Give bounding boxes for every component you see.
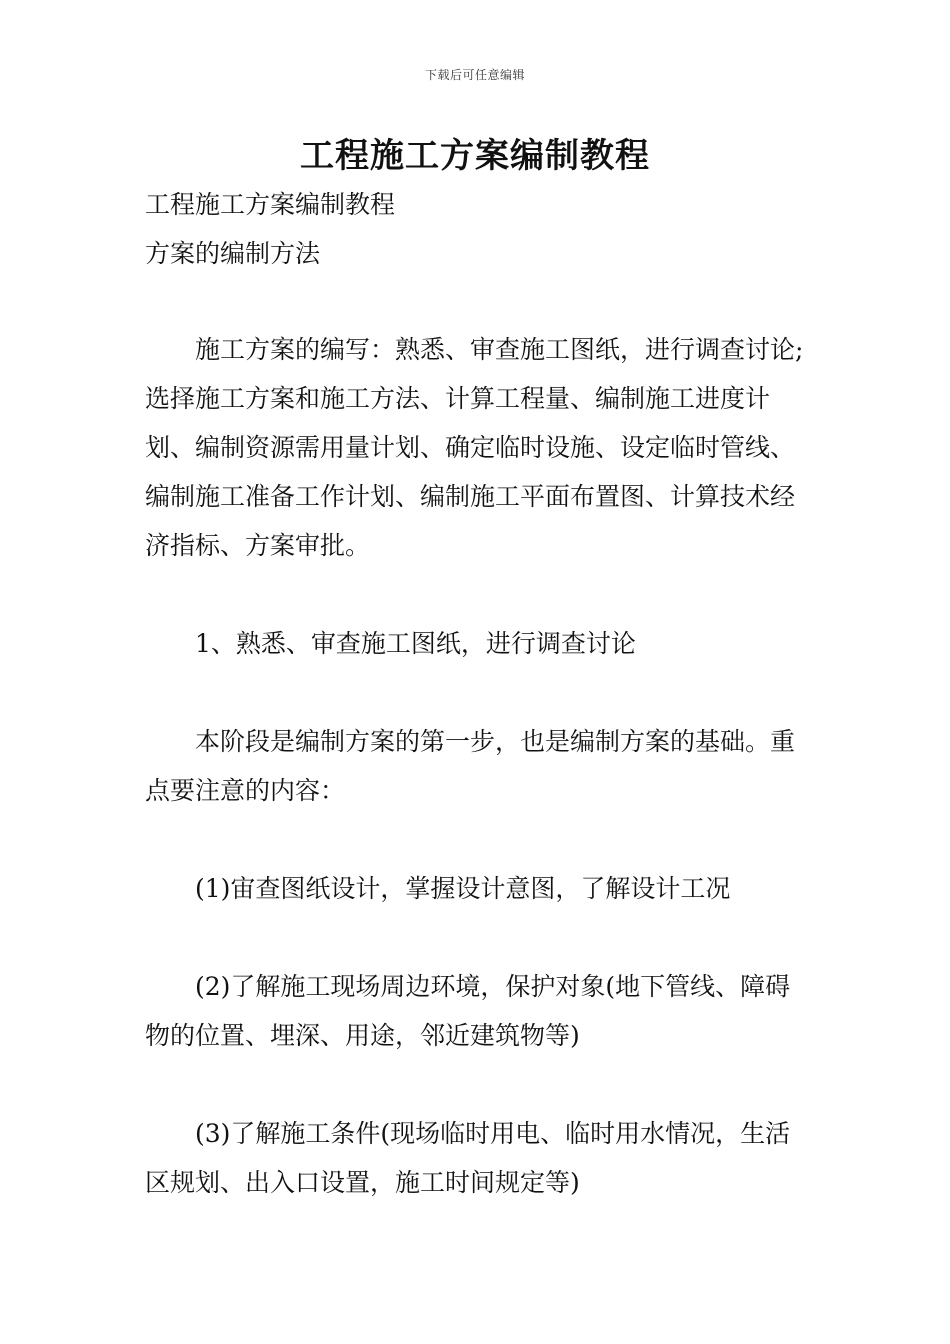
spacer <box>145 668 807 717</box>
paragraph-step-1-intro: 本阶段是编制方案的第一步，也是编制方案的基础。重点要注意的内容： <box>145 727 796 805</box>
paragraph-step-1: 1、熟悉、审查施工图纸，进行调查讨论 <box>195 629 636 658</box>
document-subtitle: 工程施工方案编制教程 <box>145 190 396 219</box>
spacer <box>145 570 807 619</box>
spacer <box>145 278 807 327</box>
paragraph-overview: 施工方案的编写：熟悉、审查施工图纸，进行调查讨论;选择施工方案和施工方法、计算工程量、编制施工进度计划、编制资源需用量计划、确定临时设施、设定临时管线、编制施工准备工作计划、编制施工平面布置图、计算技术经济指标、方案审批。 <box>145 335 804 560</box>
paragraph-item-3: (3)了解施工条件(现场临时用电、临时用水情况，生活区规划、出入口设置，施工时间规定等) <box>145 1119 791 1197</box>
document-title: 工程施工方案编制教程 <box>300 136 650 176</box>
paragraph-item-1: (1)宙查图纸设计，掌握设计意图，了解设计工况 <box>195 874 731 903</box>
section-heading: 方案的编制方法 <box>145 239 321 268</box>
document-body <box>145 180 807 1207</box>
spacer <box>145 815 807 864</box>
spacer <box>145 913 807 962</box>
spacer <box>145 1060 807 1109</box>
paragraph-item-2: (2)了解施工现场周边环境，保护对象(地下管线、障碍物的位置、埋深、用途，邻近建筑物等) <box>145 972 791 1050</box>
header-note: 下载后可任意编辑 <box>424 68 525 82</box>
